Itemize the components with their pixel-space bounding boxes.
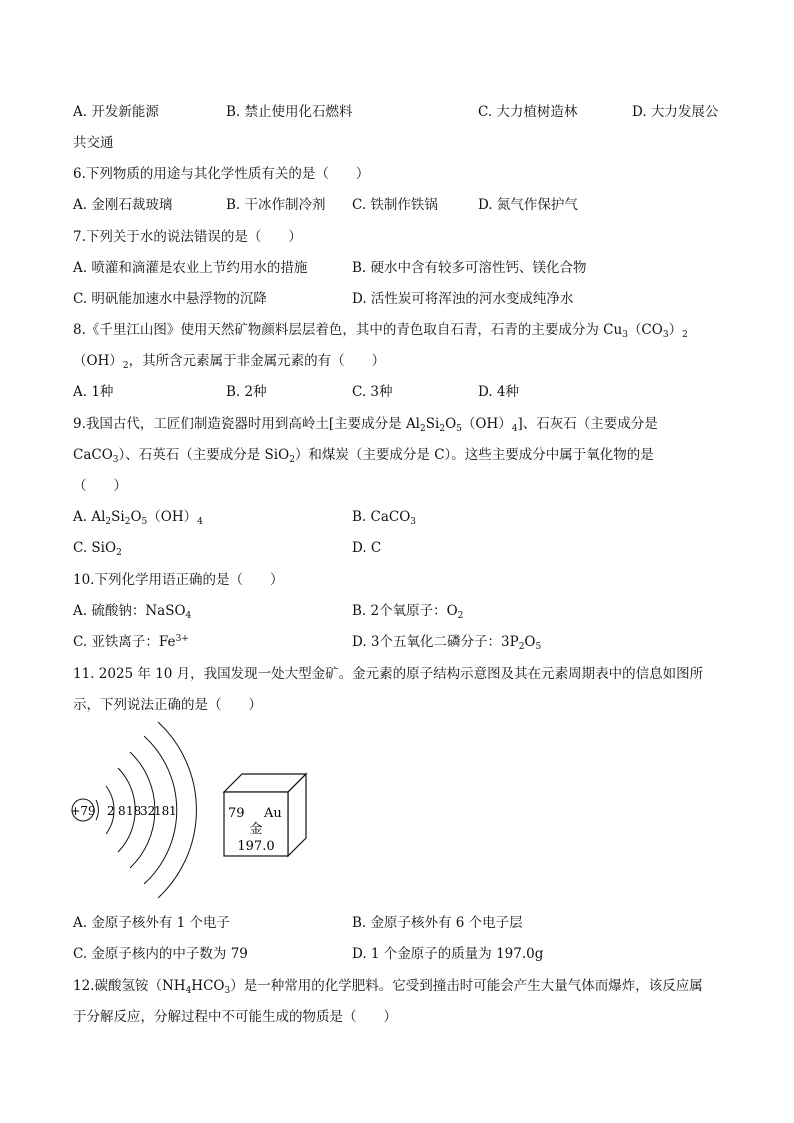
q5-option-d: D. 大力发展公: [632, 104, 719, 120]
q8-stem-line1: 8.《千里江山图》使用天然矿物颜料层层着色，其中的青色取自石青，石青的主要成分为 $Cu_3(CO_3)_2$: [73, 322, 688, 340]
element-name: 金: [249, 822, 263, 837]
q12-stem-line1: 12.碳酸氢铵$(NH_4HCO_3)$是一种常用的化学肥料。它受到撞击时可能会产生大量气体而爆炸，该反应属: [73, 978, 703, 996]
shell-electrons-5: 18: [154, 804, 170, 818]
gold-periodic-table-cell: [218, 768, 318, 868]
atomic-mass: 197.0: [237, 839, 275, 854]
q10-option-b: B. 2个氧原子：$O_2$: [352, 603, 464, 621]
q9-option-d: D. C: [352, 540, 382, 556]
shell-electrons-4: 32: [140, 804, 156, 818]
q9-stem-line3: （ ）: [73, 478, 127, 494]
q8-option-c: C. 3种: [352, 384, 393, 400]
q10-option-a: A. 硫酸钠：NaSO$_4$: [73, 603, 192, 621]
shell-electrons-3: 18: [126, 804, 142, 818]
q11-stem-line2: 示，下列说法正确的是（ ）: [73, 697, 262, 713]
q6-option-b: B. 干冰作制冷剂: [226, 197, 326, 213]
q5-option-d-continued: 共交通: [73, 135, 114, 151]
q9-option-c: C. SiO$_2$: [73, 540, 122, 558]
shell-arc-1: [96, 800, 98, 820]
q7-option-b: B. 硬水中含有较多可溶性钙、镁化合物: [352, 260, 587, 276]
q6-option-c: C. 铁制作铁锅: [352, 197, 438, 213]
q7-option-c: C. 明矾能加速水中悬浮物的沉降: [73, 291, 267, 307]
q8-stem-line2: $(OH)_2$，其所含元素属于非金属元素的有（ ）: [73, 353, 386, 371]
nucleus-charge: +79: [70, 804, 96, 818]
q5-option-a: A. 开发新能源: [73, 104, 159, 120]
q6-option-a: A. 金刚石裁玻璃: [73, 197, 173, 213]
q10-stem: 10.下列化学用语正确的是（ ）: [73, 572, 284, 588]
q6-option-d: D. 氮气作保护气: [478, 197, 578, 213]
q5-option-c: C. 大力植树造林: [478, 104, 578, 120]
q11-stem-line1: 11. 2025 年 10 月，我国发现一处大型金矿。金元素的原子结构示意图及其在元素周期表中的信息如图所: [73, 666, 704, 682]
q8-option-b: B. 2种: [226, 384, 267, 400]
shell-electrons-2: 8: [118, 804, 126, 818]
atomic-number: 79: [228, 806, 245, 821]
q9-option-b: B. CaCO$_3$: [352, 509, 417, 527]
q11-option-c: C. 金原子核内的中子数为 79: [73, 946, 248, 962]
q9-option-a: A. $Al_2Si_2O_5(OH)_4$: [73, 509, 203, 527]
q8-option-a: A. 1种: [73, 384, 114, 400]
q10-option-d: D. 3个五氧化二磷分子：$3P_2O_5$: [352, 634, 542, 652]
q9-stem-line2: CaCO$_3$）、石英石（主要成分是 SiO$_2$）和煤炭（主要成分是 C）。这些主要成分中属于氧化物的是: [73, 447, 654, 465]
q6-stem: 6.下列物质的用途与其化学性质有关的是（ ）: [73, 166, 370, 182]
element-symbol: Au: [264, 806, 282, 821]
q7-option-a: A. 喷灌和滴灌是农业上节约用水的措施: [73, 260, 308, 276]
q11-option-a: A. 金原子核外有 1 个电子: [73, 915, 231, 931]
q8-option-d: D. 4种: [478, 384, 520, 400]
q10-option-c: C. 亚铁离子：$Fe^{3+}$: [73, 634, 189, 650]
gold-atom-structure-diagram: [66, 720, 216, 900]
shell-electrons-6: 1: [169, 804, 177, 818]
q9-stem-line1: 9.我国古代，工匠们制造瓷器时用到高岭土[主要成分是 $Al_2Si_2O_5(OH)_4$]、石灰石（主要成分是: [73, 416, 658, 434]
q11-option-d: D. 1 个金原子的质量为 197.0g: [352, 946, 544, 962]
q11-option-b: B. 金原子核外有 6 个电子层: [352, 915, 523, 931]
q7-option-d: D. 活性炭可将浑浊的河水变成纯净水: [352, 291, 574, 307]
q7-stem: 7.下列关于水的说法错误的是（ ）: [73, 229, 302, 245]
shell-electrons-1: 2: [107, 804, 115, 818]
q12-stem-line2: 于分解反应，分解过程中不可能生成的物质是（ ）: [73, 1009, 397, 1025]
q5-option-b: B. 禁止使用化石燃料: [226, 104, 353, 120]
